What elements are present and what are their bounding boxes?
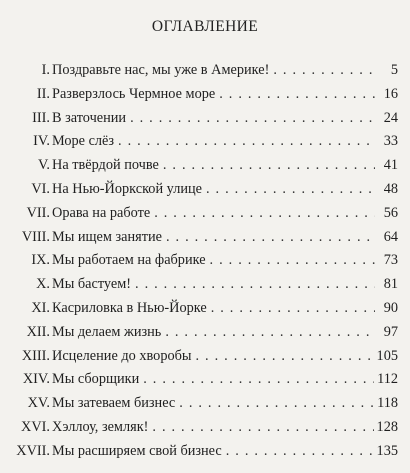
dot-leader <box>135 276 375 293</box>
page-number: 5 <box>390 62 398 78</box>
page-number: 118 <box>377 395 398 412</box>
chapter-title: На Нью-Йоркской улице <box>52 180 202 197</box>
dot-leader <box>163 157 375 174</box>
dot-leader <box>152 419 373 436</box>
toc-entry <box>6 205 398 229</box>
toc-entry <box>6 324 398 348</box>
page-title: ОГЛАВЛЕНИЕ <box>151 18 259 35</box>
page-number: 105 <box>376 347 398 364</box>
toc-entry <box>6 443 398 467</box>
chapter-title: Мы расширяем свой бизнес <box>52 442 222 459</box>
dot-leader <box>219 86 375 103</box>
dot-leader <box>211 300 375 317</box>
dot-leader <box>210 252 375 269</box>
toc-entry <box>6 229 398 253</box>
chapter-title: Мы работаем на фабрике <box>52 252 206 269</box>
toc-entry <box>6 110 398 134</box>
chapter-number: V. <box>37 157 50 174</box>
chapter-title: Поздравьте нас, мы уже в Америке! <box>52 62 270 78</box>
chapter-number: XIII. <box>21 347 50 364</box>
chapter-title: Мы сборщики <box>52 371 140 388</box>
toc-entry <box>6 276 398 300</box>
chapter-number: VI. <box>31 180 50 197</box>
chapter-number: VIII. <box>21 228 50 245</box>
dot-leader <box>206 181 375 198</box>
page-number: 128 <box>376 418 398 435</box>
chapter-number: VII. <box>26 204 50 221</box>
page-number: 64 <box>383 228 398 245</box>
chapter-title: Мы ищем занятие <box>52 228 162 245</box>
toc-entry <box>6 419 398 443</box>
page-number: 48 <box>383 180 398 197</box>
page-number: 81 <box>383 276 398 293</box>
page-number: 112 <box>377 371 398 388</box>
chapter-title: Разверзлось Чермное море <box>52 85 216 102</box>
dot-leader <box>226 443 374 460</box>
chapter-number: IX. <box>31 252 50 269</box>
chapter-title: Мы бастуем! <box>52 276 132 293</box>
toc-entry <box>6 348 398 372</box>
page-number: 16 <box>383 85 398 102</box>
table-of-contents <box>6 62 398 467</box>
page-number: 56 <box>383 204 398 221</box>
page-number: 41 <box>383 157 398 174</box>
chapter-number: XVI. <box>21 418 50 435</box>
dot-leader <box>166 229 375 246</box>
chapter-title: Хэллоу, земляк! <box>52 418 149 435</box>
chapter-title: На твёрдой почве <box>52 157 159 174</box>
dot-leader <box>130 110 375 127</box>
dot-leader <box>154 205 375 222</box>
chapter-number: III. <box>32 109 50 126</box>
chapter-number: XV. <box>27 395 50 412</box>
chapter-title: Мы затеваем бизнес <box>52 395 176 412</box>
toc-entry <box>6 157 398 181</box>
chapter-title: Касриловка в Нью-Йорке <box>52 299 207 316</box>
toc-entry <box>6 181 398 205</box>
toc-entry <box>6 300 398 324</box>
chapter-number: IV. <box>33 133 50 150</box>
chapter-number: XVII. <box>16 442 50 459</box>
chapter-number: I. <box>41 62 50 78</box>
chapter-number: II. <box>36 85 50 102</box>
toc-entry <box>6 371 398 395</box>
chapter-title: Орава на работе <box>52 204 151 221</box>
chapter-title: Море слёз <box>52 133 115 150</box>
dot-leader <box>118 133 375 150</box>
toc-entry <box>6 252 398 276</box>
chapter-number: XIV. <box>22 371 50 388</box>
dot-leader <box>196 348 374 365</box>
toc-entry <box>6 133 398 157</box>
page-number: 73 <box>383 252 398 269</box>
chapter-number: XII. <box>26 323 50 340</box>
chapter-title: Исцеление до хворобы <box>52 347 192 364</box>
chapter-title: В заточении <box>52 109 127 126</box>
page-number: 33 <box>383 133 398 150</box>
dot-leader <box>179 395 374 412</box>
chapter-title: Мы делаем жизнь <box>52 323 162 340</box>
toc-entry <box>6 62 398 86</box>
dot-leader <box>273 62 375 79</box>
toc-entry <box>6 395 398 419</box>
page-number: 97 <box>383 323 398 340</box>
toc-entry <box>6 86 398 110</box>
dot-leader <box>143 371 374 388</box>
chapter-number: XI. <box>31 299 50 316</box>
page-number: 24 <box>383 109 398 126</box>
page-number: 90 <box>383 299 398 316</box>
chapter-number: X. <box>36 276 50 293</box>
dot-leader <box>165 324 375 341</box>
page-number: 135 <box>376 442 398 459</box>
